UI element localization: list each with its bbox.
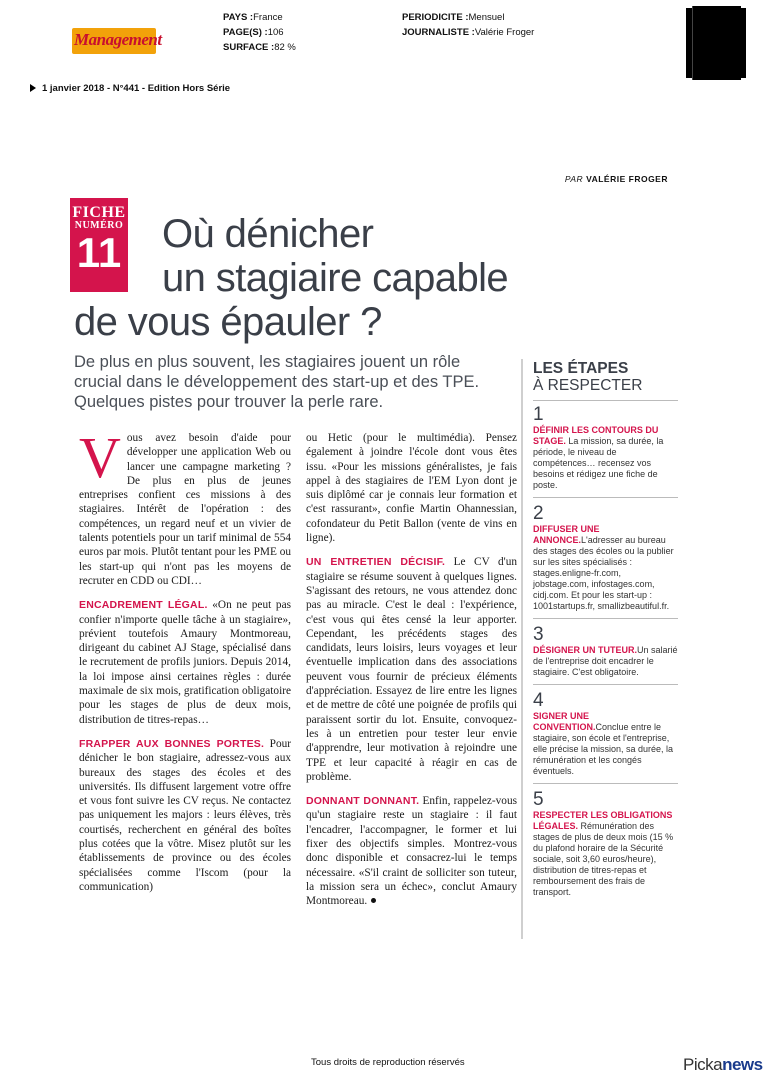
step-item — [533, 790, 678, 898]
step-number: 2 — [533, 503, 544, 524]
meta-surface: SURFACE :82 % — [223, 42, 296, 53]
meta-pages: PAGE(S) :106 — [223, 27, 284, 38]
step-text: SIGNER UNE CONVENTION.Conclue entre le stagiaire, son école et l'entreprise, elle précise la mission, sa durée, la rémunération et les congés éventuels. — [533, 711, 674, 776]
pickanews-logo: Pickanews — [683, 1055, 763, 1074]
step-item — [533, 405, 678, 498]
step-title: RESPECTER LES OBLIGATIONS LÉGALES. — [533, 810, 673, 831]
fiche-badge: FICHE NUMÉRO 11 — [70, 198, 128, 292]
bullet-arrow-icon — [30, 84, 36, 92]
edition-date: 1 janvier 2018 - N°441 - Edition Hors Série — [30, 83, 230, 94]
step-number: 1 — [533, 404, 544, 425]
paragraph: Vous avez besoin d'aide pour développer une application Web ou lancer une campagne marketing ? De plus en plus de jeunes entreprises confient ces missions à des stagiaires. Intérêt de l'opération : des compétences, un regard neuf et un vivier de talents potentiels pour un tarif minimal de 554 euros par mois. Plutôt tentant pour les PME ou les start-up qui n'ont pas les moyens de recruter en CDD ou CDI… — [79, 425, 291, 587]
step-number: 3 — [533, 624, 544, 645]
meta-journaliste: JOURNALISTE :Valérie Froger — [402, 27, 535, 38]
meta-right — [402, 10, 534, 40]
rights-notice: Tous droits de reproduction réservés — [311, 1057, 465, 1068]
step-number: 4 — [533, 690, 544, 711]
step-text: DÉSIGNER UN TUTEUR.Un salarié de l'entreprise doit encadrer le stagiaire. C'est obligatoire. — [533, 645, 678, 677]
step-text: DIFFUSER UNE ANNONCE.L'adresser au bureau des stages des écoles ou la publier sur les sites spécialisés : stages.enligne-fr.com, jobstage.com, infostages.com, cidj.com. Et pour les start-up : 1001startups.fr, smallizbeautiful.fr. — [533, 524, 674, 611]
magazine-logo — [72, 28, 162, 54]
paragraph: ENCADREMENT LÉGAL. «On ne peut pas confier n'importe quelle tâche à un stagiaire», prévient toutefois Amaury Montmoreau, dirigeant du cabinet AJ Stage, spécialisé dans le recrutement de profils juniors. Depuis 2014, la loi impose ainsi certaines règles : durée maximale de six mois, gratification obligatoire pour les stages de plus de deux mois, distribution de titres-repas… — [79, 599, 291, 726]
paragraph: DONNANT DONNANT. Enfin, rappelez-vous qu'un stagiaire reste un stagiaire : il faut l'encadrer, l'accompagner, le former et lui fixer des objectifs simples. Montrez-vous donc disponible et consacrez-lui le temps nécessaire. «S'il craint de solliciter son tuteur, la mission sera un échec», conclut Amaury Montmoreau. — [306, 795, 517, 908]
byline: PAR VALÉRIE FROGER — [564, 174, 668, 184]
step-title: SIGNER UNE CONVENTION. — [533, 711, 596, 732]
meta-left — [223, 10, 296, 55]
article-clipping — [57, 164, 678, 952]
step-text: DÉFINIR LES CONTOURS DU STAGE. La mission, sa durée, la période, le niveau de compétences… recensez vos besoins et rédigez une fiche de poste. — [533, 425, 664, 490]
paragraph: FRAPPER AUX BONNES PORTES. Pour dénicher le bon stagiaire, adressez-vous aux bureaux des stages des écoles et des universités. Ils diffusent largement votre offre et vous font suivre les CV reçus. Ne contactez pas uniquement les majors : leurs élèves, très courtisés, recherchent en général des boîtes plus cotées que la vôtre. Misez plutôt sur les établissements de province ou des écoles spécialisées comme l'Iscom (pour la communication) — [79, 737, 292, 893]
step-item — [533, 691, 678, 784]
meta-pays: PAYS :France — [223, 12, 283, 23]
sidebar-subtitle: À RESPECTER — [533, 377, 643, 394]
step-item — [533, 625, 678, 685]
drop-cap: V — [79, 425, 121, 490]
step-item — [533, 504, 678, 619]
article-title: Où dénicher un stagiaire capable de vous épauler ? — [74, 212, 509, 344]
step-title: DIFFUSER UNE ANNONCE. — [533, 524, 600, 545]
redacted-block — [686, 8, 746, 78]
sidebar-steps — [521, 359, 678, 939]
paragraph: UN ENTRETIEN DÉCISIF. Le CV d'un stagiaire se résume souvent à quelques lignes. S'agissant des retours, ne vous attendez donc pas au miracle. C'est le deal : l'expérience, c'est vous qui êtes censé la leur apporter. Cependant, les précédents stages des candidats, leurs loisirs, leurs voyages et leur éventuelle implication dans des associations peuvent vous fournir de précieux éléments d'appréciation. Essayez de lire entre les lignes et de mettre de côté une poignée de profils qui paraissent sortir du lot. Ensuite, convoquez-les à un entretien pour tester leur envie d'apprendre, leur motivation à rejoindre une TPE et leur capacité à réagir en cas de problème. — [306, 556, 517, 783]
step-text: RESPECTER LES OBLIGATIONS LÉGALES. Rémunération des stages de plus de deux mois (15 % du plafond horaire de la Sécurité sociale, soit 3,60 euros/heure), distribution de titres-repas et remboursement des frais de transport. — [533, 810, 674, 897]
step-title: DÉFINIR LES CONTOURS DU STAGE. — [533, 425, 659, 446]
article-lead: De plus en plus souvent, les stagiaires jouent un rôle crucial dans le développement des start-up et des TPE. Quelques pistes pour trouver la perle rare. — [74, 353, 480, 411]
step-title: DÉSIGNER UN TUTEUR. — [533, 645, 638, 655]
article-column-2 — [306, 431, 517, 919]
end-mark-icon — [371, 898, 376, 903]
meta-periodicite: PERIODICITE :Mensuel — [402, 12, 505, 23]
paragraph: ou Hetic (pour le multimédia). Pensez également à joindre l'école dont vous êtes issu. «Pour les missions généralistes, je fais appel à des stagiaires de l'EM Lyon dont je suis diplômé car je connais leur formation et c'est rassurant», confie Martin Ohannessian, cofondateur du Petit Ballon (vente de vins en ligne). — [306, 432, 517, 545]
sidebar-title: LES ÉTAPES — [533, 360, 629, 377]
article-column-1 — [79, 425, 292, 904]
logo-text: Management — [74, 30, 162, 49]
step-number: 5 — [533, 789, 544, 810]
